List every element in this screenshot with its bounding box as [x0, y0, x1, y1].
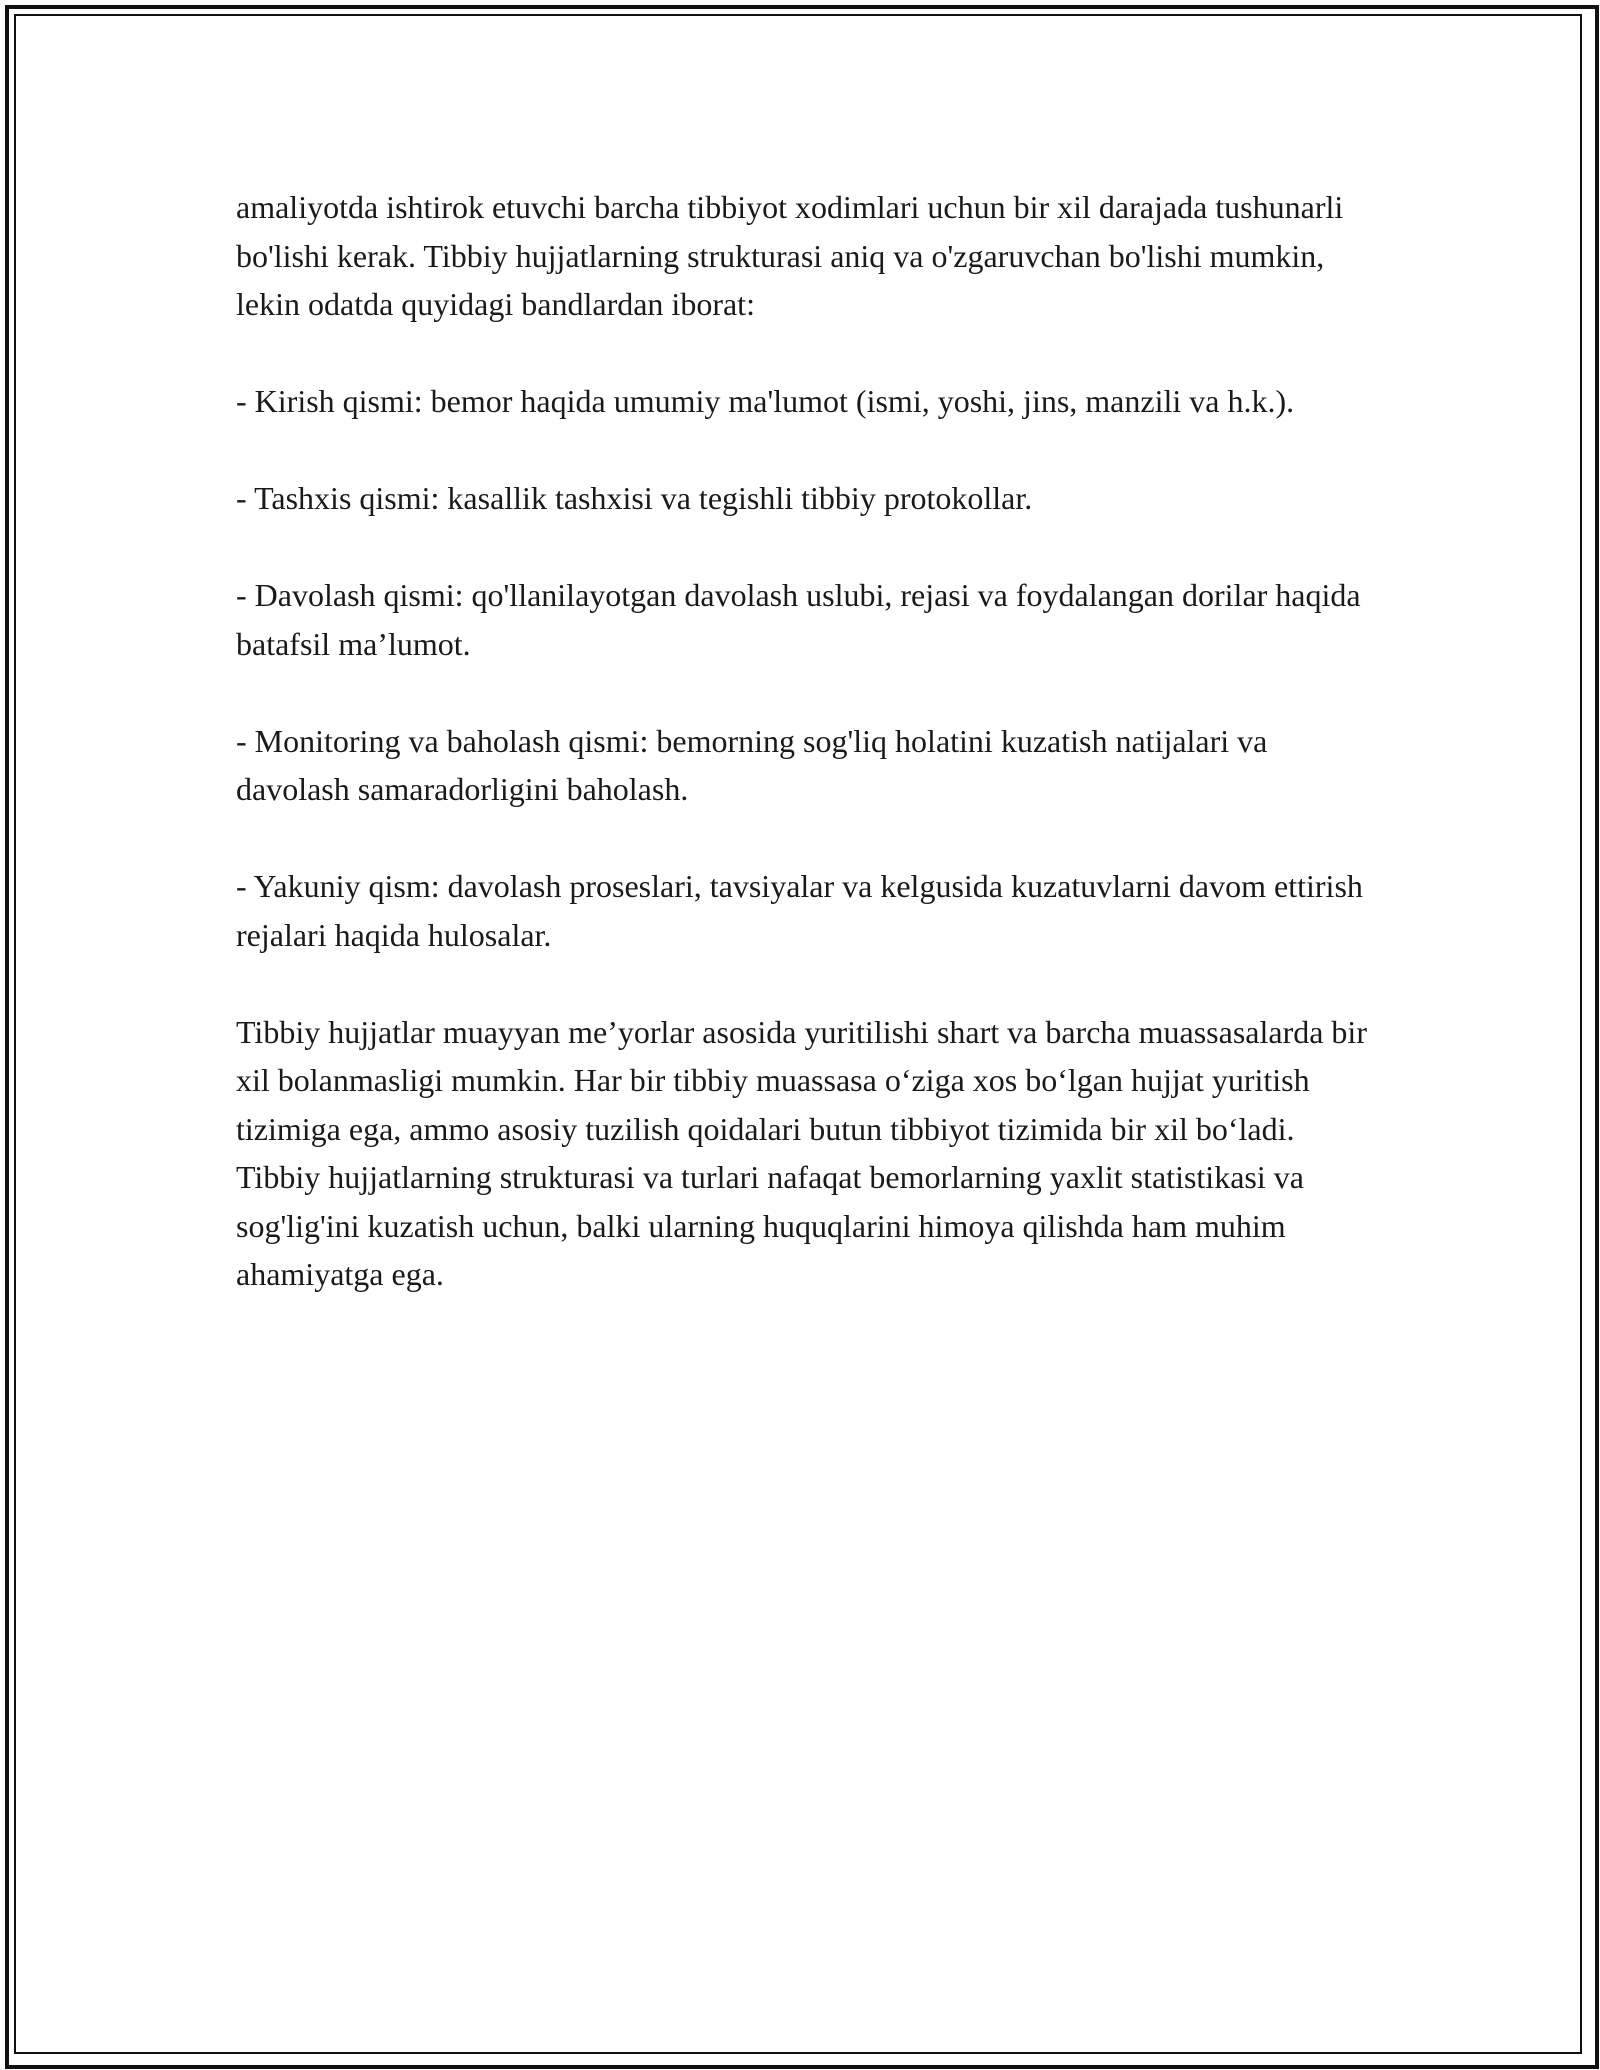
list-item-monitoring: - Monitoring va baholash qismi: bemorning sog'liq holatini kuzatish natijalari va davolash samaradorligini baholash. — [236, 722, 1268, 807]
list-item-yakuniy: - Yakuniy qism: davolash proseslari, tavsiyalar va kelgusida kuzatuvlarni davom ettirish rejalari haqida hulosalar. — [236, 868, 1363, 953]
paragraph-conclusion: Tibbiy hujjatlar muayyan me’yorlar asosida yuritilishi shart va barcha muassasalarda bir xil bolanmasligi mumkin. Har bir tibbiy muassasa o‘ziga xos bo‘lgan hujjat yuritish tizimiga ega, ammo asosiy tuzilish qoidalari butun tibbiyot tizimida bir xil bo‘ladi. Tibbiy hujjatlarning strukturasi va turlari nafaqat bemorlarning yaxlit statistikasi va sog'lig'ini kuzatish uchun, balki ularning huquqlarini himoya qilishda ham muhim ahamiyatga ega. — [236, 1013, 1367, 1292]
list-item-kirish: - Kirish qismi: bemor haqida umumiy ma'lumot (ismi, yoshi, jins, manzili va h.k.). — [236, 383, 1295, 419]
list-item-tashxis: - Tashxis qismi: kasallik tashxisi va tegishli tibbiy protokollar. — [236, 480, 1033, 516]
list-item-davolash: - Davolash qismi: qo'llanilayotgan davolash uslubi, rejasi va foydalangan dorilar haqida batafsil ma’lumot. — [236, 577, 1361, 662]
document-body — [236, 183, 1376, 1299]
paragraph-intro: amaliyotda ishtirok etuvchi barcha tibbiyot xodimlari uchun bir xil darajada tushunarli bo'lishi kerak. Tibbiy hujjatlarning strukturasi aniq va o'zgaruvchan bo'lishi mumkin, lekin odatda quyidagi bandlardan iborat: — [236, 189, 1344, 322]
